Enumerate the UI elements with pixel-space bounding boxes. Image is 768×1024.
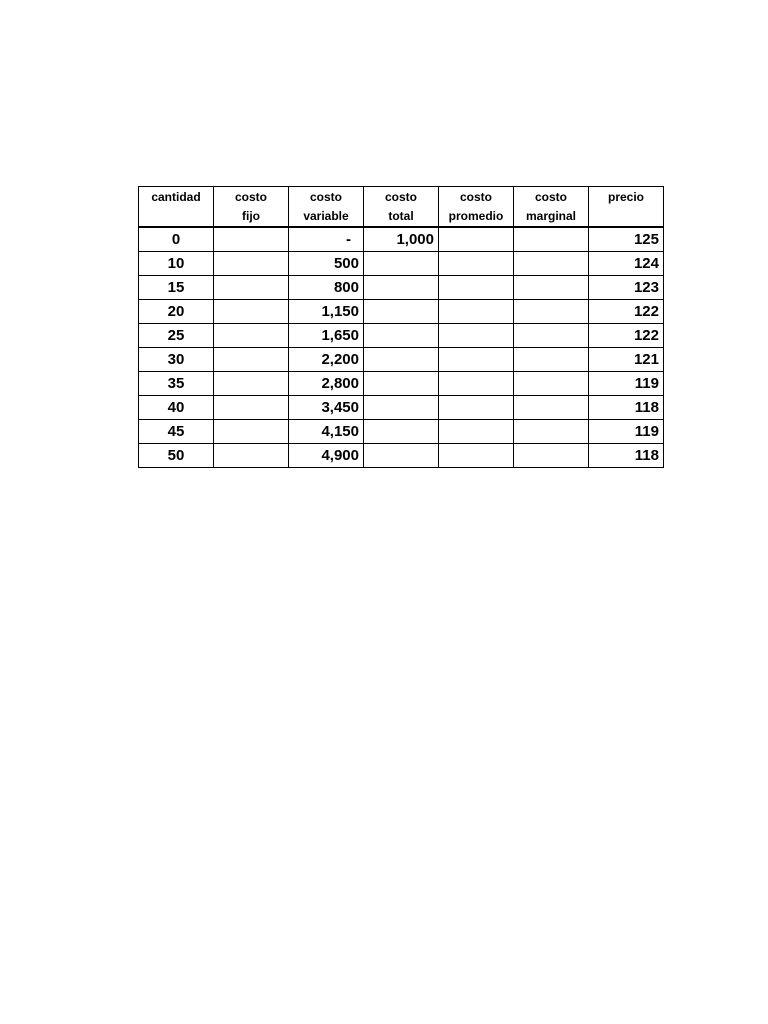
table-body bbox=[139, 227, 664, 468]
cell-costo-total bbox=[364, 252, 439, 276]
cell-costo-fijo bbox=[214, 252, 289, 276]
table-row bbox=[139, 372, 664, 396]
cell-costo-marginal bbox=[514, 324, 589, 348]
header-precio bbox=[589, 187, 664, 228]
header-costo-total bbox=[364, 187, 439, 228]
cell-costo-marginal bbox=[514, 420, 589, 444]
cell-costo-fijo bbox=[214, 324, 289, 348]
header-costo-fijo-line1: costo bbox=[234, 190, 267, 204]
cell-cantidad: 35 bbox=[139, 372, 214, 396]
cell-costo-promedio bbox=[439, 324, 514, 348]
header-costo-promedio bbox=[439, 187, 514, 228]
cell-costo-marginal bbox=[514, 252, 589, 276]
header-cantidad-line1: cantidad bbox=[151, 190, 201, 204]
cell-costo-variable: 800 bbox=[289, 276, 364, 300]
table-row bbox=[139, 227, 664, 252]
cell-costo-marginal bbox=[514, 300, 589, 324]
cell-costo-total bbox=[364, 276, 439, 300]
cell-cantidad: 25 bbox=[139, 324, 214, 348]
cell-costo-total bbox=[364, 372, 439, 396]
cell-costo-promedio bbox=[439, 372, 514, 396]
cell-costo-promedio bbox=[439, 300, 514, 324]
cell-costo-marginal bbox=[514, 372, 589, 396]
header-row bbox=[139, 187, 664, 228]
table-row bbox=[139, 420, 664, 444]
cell-costo-total: 1,000 bbox=[364, 227, 439, 252]
cell-costo-fijo bbox=[214, 396, 289, 420]
header-costo-marginal-line1: costo bbox=[534, 190, 567, 204]
cell-precio: 123 bbox=[589, 276, 664, 300]
cell-precio: 119 bbox=[589, 420, 664, 444]
cell-costo-promedio bbox=[439, 420, 514, 444]
cell-costo-fijo bbox=[214, 444, 289, 468]
cell-precio: 118 bbox=[589, 396, 664, 420]
header-costo-variable bbox=[289, 187, 364, 228]
cell-costo-variable: 3,450 bbox=[289, 396, 364, 420]
cell-costo-fijo bbox=[214, 372, 289, 396]
cell-costo-fijo bbox=[214, 348, 289, 372]
cell-costo-variable: 2,200 bbox=[289, 348, 364, 372]
cell-cantidad: 10 bbox=[139, 252, 214, 276]
header-cantidad bbox=[139, 187, 214, 228]
header-costo-marginal-line2: marginal bbox=[525, 209, 576, 223]
cell-costo-promedio bbox=[439, 444, 514, 468]
cell-costo-variable: 1,150 bbox=[289, 300, 364, 324]
cell-costo-marginal bbox=[514, 444, 589, 468]
cell-costo-total bbox=[364, 300, 439, 324]
cell-costo-fijo bbox=[214, 227, 289, 252]
cell-cantidad: 15 bbox=[139, 276, 214, 300]
header-costo-promedio-line2: promedio bbox=[448, 209, 504, 223]
cell-precio: 125 bbox=[589, 227, 664, 252]
table-row bbox=[139, 348, 664, 372]
header-precio-line1: precio bbox=[607, 190, 644, 204]
cell-cantidad: 45 bbox=[139, 420, 214, 444]
cell-costo-total bbox=[364, 324, 439, 348]
cell-costo-marginal bbox=[514, 227, 589, 252]
cell-cantidad: 30 bbox=[139, 348, 214, 372]
cell-costo-marginal bbox=[514, 276, 589, 300]
header-costo-variable-line2: variable bbox=[303, 209, 349, 223]
cell-precio: 119 bbox=[589, 372, 664, 396]
table-row bbox=[139, 300, 664, 324]
cell-costo-fijo bbox=[214, 276, 289, 300]
cell-costo-variable: 4,900 bbox=[289, 444, 364, 468]
table-row bbox=[139, 276, 664, 300]
cell-costo-promedio bbox=[439, 276, 514, 300]
table-row bbox=[139, 324, 664, 348]
cell-precio: 121 bbox=[589, 348, 664, 372]
header-costo-variable-line1: costo bbox=[309, 190, 342, 204]
cell-costo-fijo bbox=[214, 420, 289, 444]
table-row bbox=[139, 396, 664, 420]
header-costo-total-line1: costo bbox=[384, 190, 417, 204]
cell-costo-variable: - bbox=[289, 227, 364, 252]
header-costo-marginal bbox=[514, 187, 589, 228]
cost-table bbox=[138, 186, 664, 468]
cell-costo-variable: 2,800 bbox=[289, 372, 364, 396]
cell-costo-total bbox=[364, 396, 439, 420]
cell-costo-total bbox=[364, 348, 439, 372]
cell-precio: 118 bbox=[589, 444, 664, 468]
cell-costo-promedio bbox=[439, 396, 514, 420]
header-costo-fijo-line2: fijo bbox=[242, 209, 260, 223]
cell-costo-variable: 4,150 bbox=[289, 420, 364, 444]
cell-costo-marginal bbox=[514, 348, 589, 372]
cell-precio: 124 bbox=[589, 252, 664, 276]
cell-precio: 122 bbox=[589, 300, 664, 324]
cell-cantidad: 0 bbox=[139, 227, 214, 252]
table-row bbox=[139, 444, 664, 468]
cell-costo-promedio bbox=[439, 252, 514, 276]
table-row bbox=[139, 252, 664, 276]
cell-precio: 122 bbox=[589, 324, 664, 348]
cell-cantidad: 20 bbox=[139, 300, 214, 324]
cell-costo-variable: 500 bbox=[289, 252, 364, 276]
cell-costo-total bbox=[364, 420, 439, 444]
cell-costo-promedio bbox=[439, 227, 514, 252]
header-costo-promedio-line1: costo bbox=[459, 190, 492, 204]
cell-costo-promedio bbox=[439, 348, 514, 372]
cell-cantidad: 50 bbox=[139, 444, 214, 468]
cell-cantidad: 40 bbox=[139, 396, 214, 420]
header-costo-fijo bbox=[214, 187, 289, 228]
cell-costo-total bbox=[364, 444, 439, 468]
table-header bbox=[139, 187, 664, 228]
header-costo-total-line2: total bbox=[388, 209, 414, 223]
cell-costo-fijo bbox=[214, 300, 289, 324]
cell-costo-variable: 1,650 bbox=[289, 324, 364, 348]
cell-costo-marginal bbox=[514, 396, 589, 420]
